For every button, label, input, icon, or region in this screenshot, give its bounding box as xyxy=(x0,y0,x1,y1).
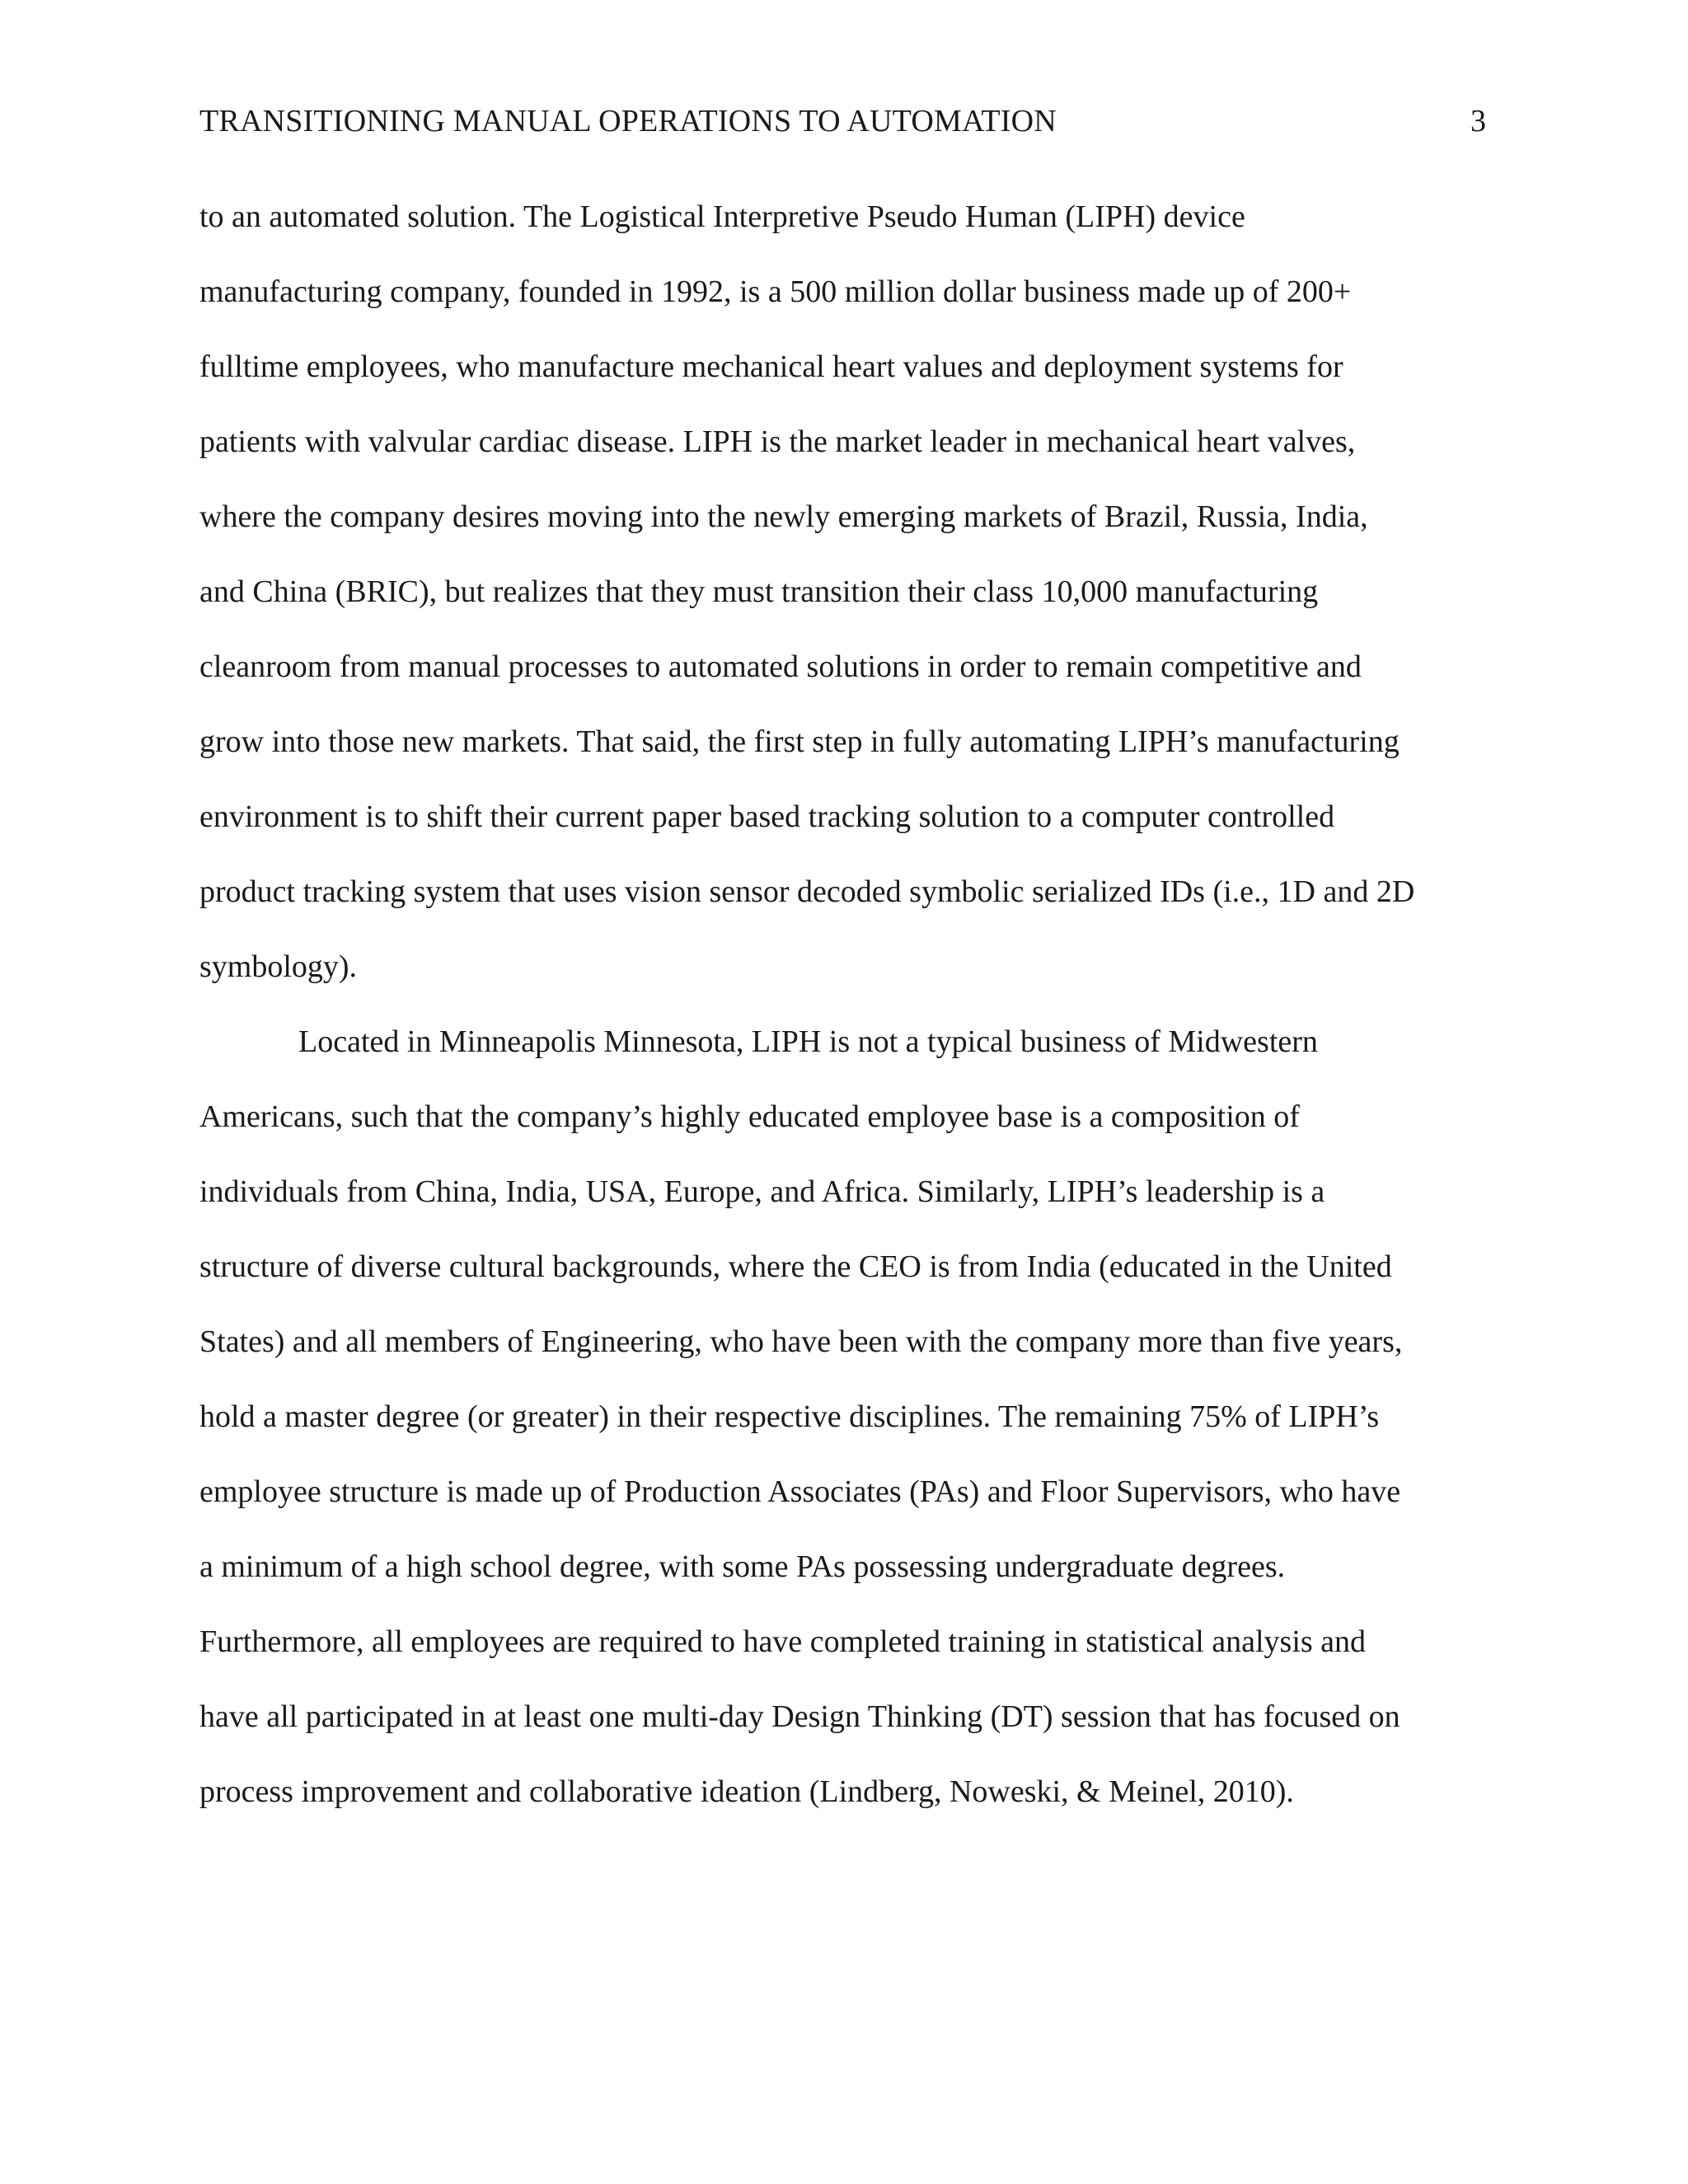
page-number: 3 xyxy=(1470,104,1486,138)
body-line: Furthermore, all employees are required to have completed training in statistical analysis and xyxy=(199,1624,1367,1659)
body-line: grow into those new markets. That said, the first step in fully automating LIPH’s manufacturing xyxy=(199,724,1400,759)
body-line: cleanroom from manual processes to automated solutions in order to remain competitive and xyxy=(199,649,1362,684)
body-line: Americans, such that the company’s highly educated employee base is a composition of xyxy=(199,1099,1300,1134)
running-head: TRANSITIONING MANUAL OPERATIONS TO AUTOMATION xyxy=(199,104,1057,138)
body-line: to an automated solution. The Logistical Interpretive Pseudo Human (LIPH) device xyxy=(199,199,1245,234)
body-line: where the company desires moving into the newly emerging markets of Brazil, Russia, India, xyxy=(199,499,1368,534)
body-line: patients with valvular cardiac disease. LIPH is the market leader in mechanical heart valves, xyxy=(199,424,1356,459)
body-line: individuals from China, India, USA, Europe, and Africa. Similarly, LIPH’s leadership is a xyxy=(199,1174,1325,1209)
body-line: symbology). xyxy=(199,949,358,984)
body-line: employee structure is made up of Production Associates (PAs) and Floor Supervisors, who have xyxy=(199,1474,1401,1509)
paragraph-first-line: Located in Minneapolis Minnesota, LIPH is not a typical business of Midwestern xyxy=(298,1024,1318,1059)
body-line: have all participated in at least one multi-day Design Thinking (DT) session that has focused on xyxy=(199,1699,1400,1734)
body-line: product tracking system that uses vision sensor decoded symbolic serialized IDs (i.e., 1D and 2D xyxy=(199,874,1415,909)
body-line: fulltime employees, who manufacture mechanical heart values and deployment systems for xyxy=(199,349,1343,384)
body-line: States) and all members of Engineering, who have been with the company more than five years, xyxy=(199,1324,1403,1359)
body-line: environment is to shift their current paper based tracking solution to a computer controlled xyxy=(199,799,1335,834)
body-line: a minimum of a high school degree, with some PAs possessing undergraduate degrees. xyxy=(199,1549,1286,1584)
body-line: process improvement and collaborative ideation (Lindberg, Noweski, & Meinel, 2010). xyxy=(199,1774,1294,1809)
body-line: structure of diverse cultural backgrounds, where the CEO is from India (educated in the United xyxy=(199,1249,1392,1284)
body-line: hold a master degree (or greater) in their respective disciplines. The remaining 75% of LIPH’s xyxy=(199,1399,1380,1434)
body-line: manufacturing company, founded in 1992, is a 500 million dollar business made up of 200+ xyxy=(199,274,1352,309)
body-line: and China (BRIC), but realizes that they must transition their class 10,000 manufacturing xyxy=(199,574,1319,609)
